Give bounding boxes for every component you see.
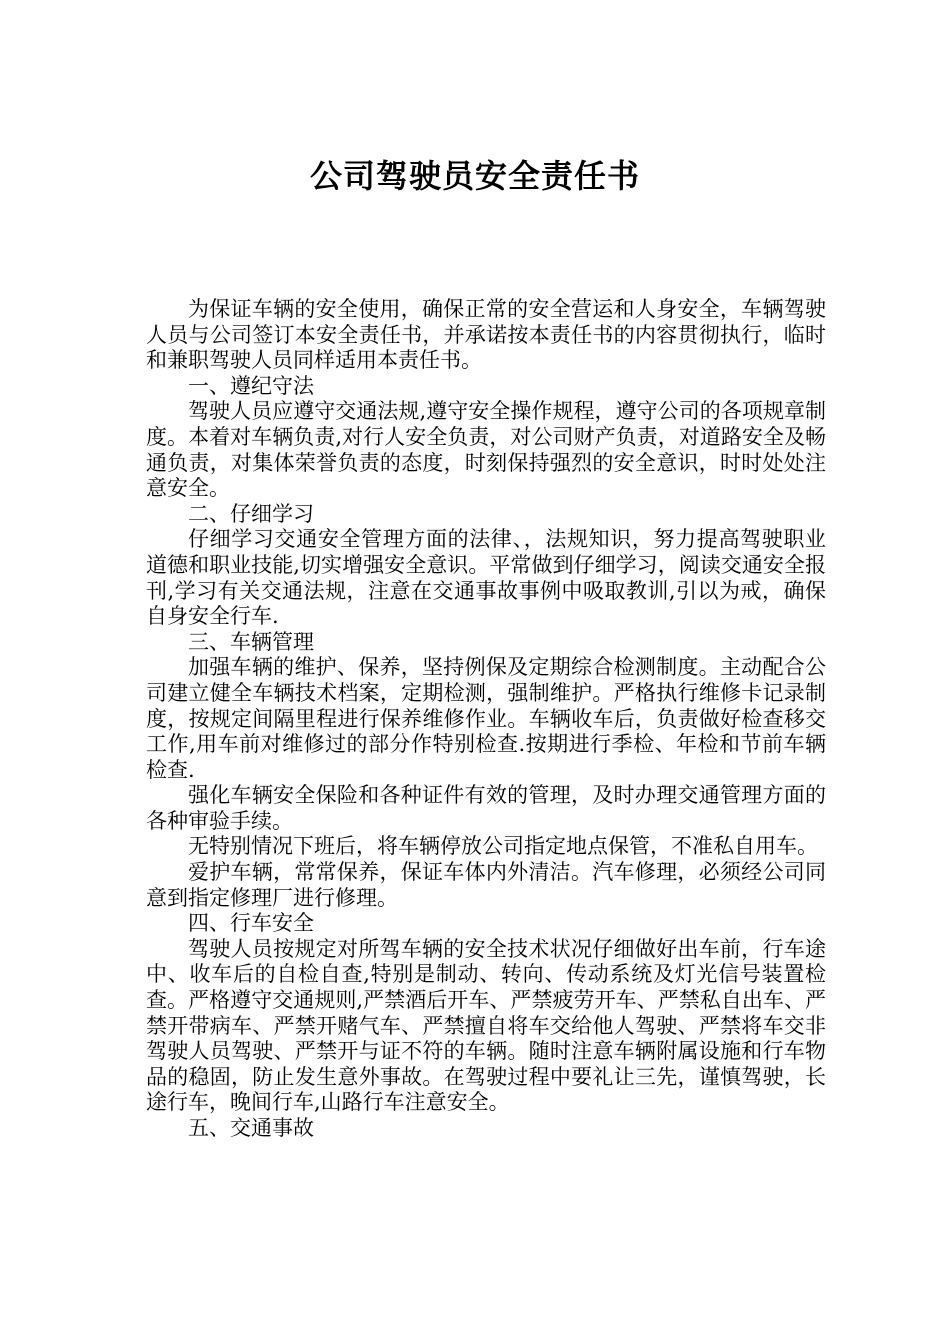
document-body xyxy=(146,297,826,1142)
body-paragraph: 为保证车辆的安全使用，确保正常的安全营运和人身安全，车辆驾驶人员与公司签订本安全责任书，并承诺按本责任书的内容贯彻执行，临时和兼职驾驶人员同样适用本责任书。 xyxy=(146,297,826,373)
body-paragraph: 加强车辆的维护、保养，坚持例保及定期综合检测制度。主动配合公司建立健全车辆技术档案，定期检测，强制维护。严格执行维修卡记录制度，按规定间隔里程进行保养维修作业。车辆收车后，负责做好检查移交工作,用车前对维修过的部分作特别检查.按期进行季检、年检和节前车辆检查. xyxy=(146,655,826,782)
body-paragraph: 无特别情况下班后，将车辆停放公司指定地点保管，不准私自用车。 xyxy=(188,834,818,859)
document-title: 公司驾驶员安全责任书 xyxy=(309,157,640,195)
section-heading: 一、遵纪守法 xyxy=(188,373,314,398)
section-heading: 四、行车安全 xyxy=(188,911,314,936)
body-paragraph: 爱护车辆，常常保养，保证车体内外清洁。汽车修理，必须经公司同意到指定修理厂进行修理。 xyxy=(146,860,826,910)
section-heading: 二、仔细学习 xyxy=(188,501,314,526)
body-paragraph: 驾驶人员按规定对所驾车辆的安全技术状况仔细做好出车前，行车途中、收车后的自检自查,特别是制动、转向、传动系统及灯光信号装置检查。严格遵守交通规则,严禁酒后开车、严禁疲劳开车、严禁私自出车、严禁开带病车、严禁开赌气车、严禁擅自将车交给他人驾驶、严禁将车交非驾驶人员驾驶、严禁开与证不符的车辆。随时注意车辆附属设施和行车物品的稳固，防止发生意外事故。在驾驶过程中要礼让三先，谨慎驾驶，长途行车，晚间行车,山路行车注意安全。 xyxy=(146,936,826,1115)
body-paragraph: 强化车辆安全保险和各种证件有效的管理，及时办理交通管理方面的各种审验手续。 xyxy=(146,783,826,833)
section-heading: 三、车辆管理 xyxy=(188,629,314,654)
body-paragraph: 仔细学习交通安全管理方面的法律、，法规知识，努力提高驾驶职业道德和职业技能,切实增强安全意识。平常做到仔细学习，阅读交通安全报刊,学习有关交通法规，注意在交通事故事例中吸取教训,引以为戒，确保自身安全行车. xyxy=(146,527,826,629)
body-paragraph: 驾驶人员应遵守交通法规,遵守安全操作规程，遵守公司的各项规章制度。本着对车辆负责,对行人安全负责，对公司财产负责，对道路安全及畅通负责，对集体荣誉负责的态度，时刻保持强烈的安全意识，时时处处注意安全。 xyxy=(146,399,826,501)
section-heading: 五、交通事故 xyxy=(188,1116,314,1140)
